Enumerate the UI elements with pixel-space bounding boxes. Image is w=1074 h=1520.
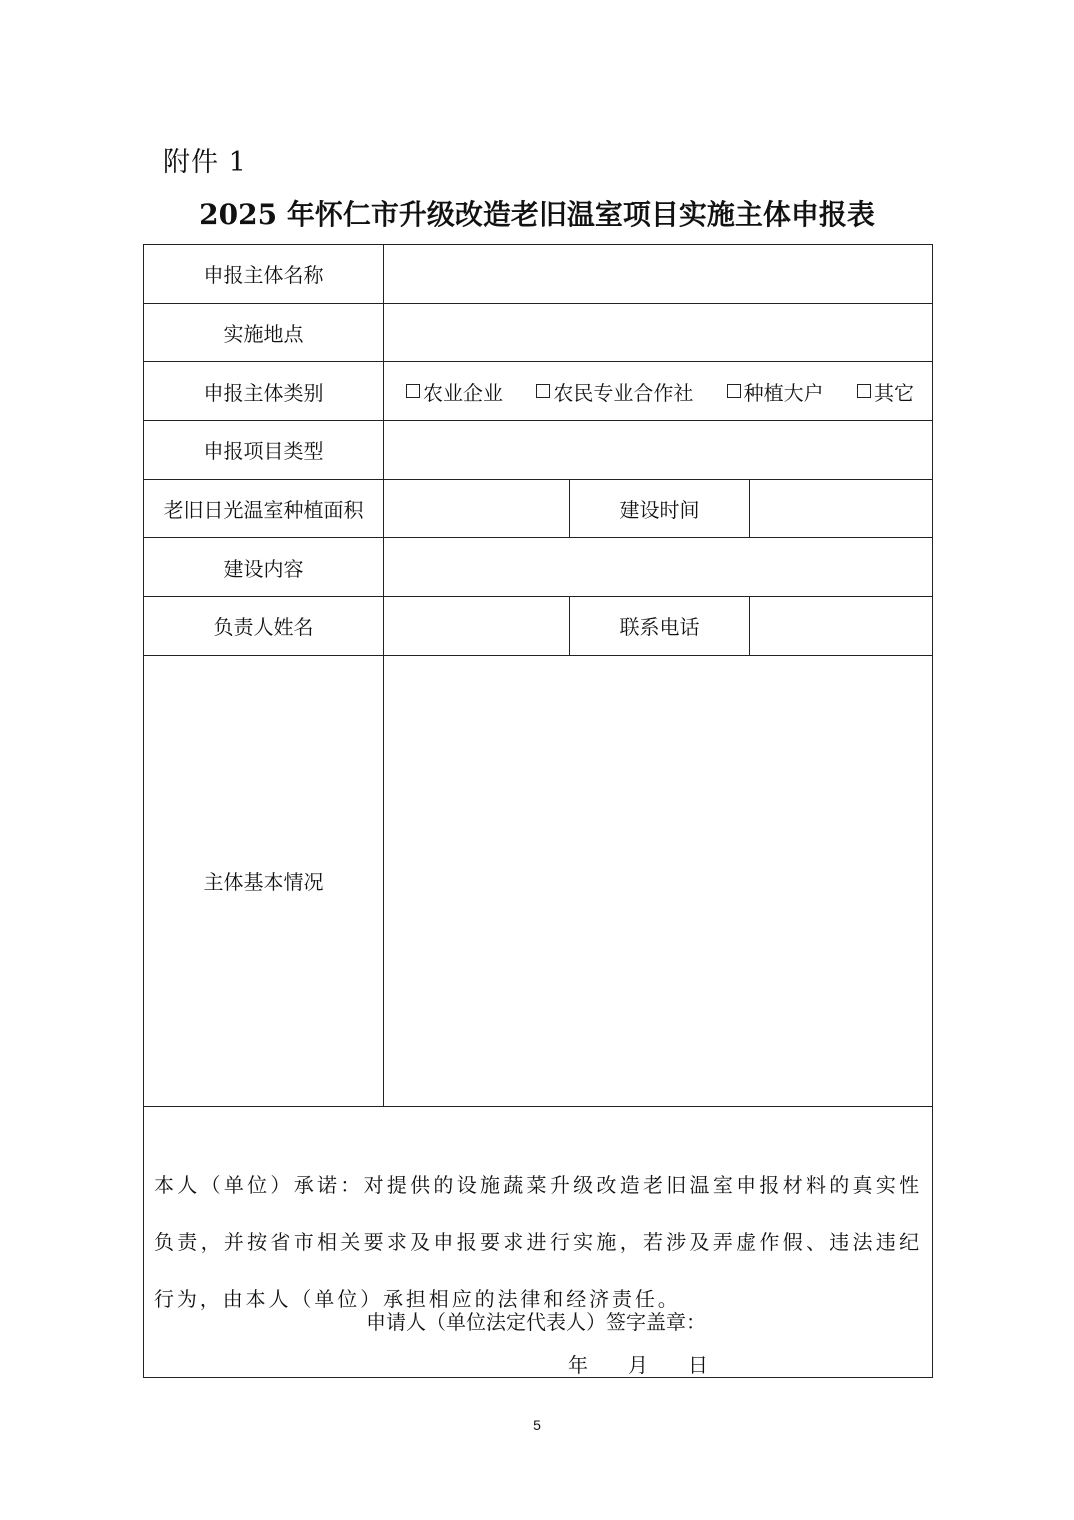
manager-name-field[interactable] <box>384 597 570 656</box>
applicant-name-label: 申报主体名称 <box>144 245 384 304</box>
basic-info-label: 主体基本情况 <box>144 655 384 1106</box>
row-pledge <box>144 1106 933 1377</box>
project-type-field[interactable] <box>384 421 933 480</box>
greenhouse-area-field[interactable] <box>384 479 570 538</box>
checkbox-icon[interactable] <box>857 384 871 398</box>
category-option-label: 其它 <box>873 380 914 405</box>
row-build-content <box>144 538 933 597</box>
page-number: 5 <box>533 1417 541 1433</box>
location-field[interactable] <box>384 303 933 362</box>
date-line: 年 月 日 <box>568 1352 708 1377</box>
applicant-name-field[interactable] <box>384 245 933 304</box>
pledge-cell <box>144 1106 933 1377</box>
category-option-label: 种植大户 <box>743 380 824 405</box>
pledge-text: 本人（单位）承诺：对提供的设施蔬菜升级改造老旧温室申报材料的真实性负责，并按省市相关要求及申报要求进行实施，若涉及弄虚作假、违法违纪行为，由本人（单位）承担相应的法律和经济责任。 <box>154 1173 923 1312</box>
application-form-table <box>143 244 933 1378</box>
location-label: 实施地点 <box>144 303 384 362</box>
project-type-label: 申报项目类型 <box>144 421 384 480</box>
checkbox-icon[interactable] <box>536 384 550 398</box>
basic-info-field[interactable] <box>384 655 933 1106</box>
greenhouse-area-label: 老旧日光温室种植面积 <box>144 479 384 538</box>
build-time-label: 建设时间 <box>570 479 750 538</box>
category-option-large-grower[interactable] <box>727 377 824 406</box>
row-location <box>144 303 933 362</box>
category-option-enterprise[interactable] <box>406 377 503 406</box>
category-label: 申报主体类别 <box>144 362 384 421</box>
signature-label: 申请人（单位法定代表人）签字盖章： <box>366 1309 706 1334</box>
build-time-field[interactable] <box>750 479 933 538</box>
document-title: 2025 年怀仁市升级改造老旧温室项目实施主体申报表 <box>199 198 875 231</box>
phone-label: 联系电话 <box>570 597 750 656</box>
manager-name-label: 负责人姓名 <box>144 597 384 656</box>
row-basic-info <box>144 655 933 1106</box>
phone-field[interactable] <box>750 597 933 656</box>
row-category <box>144 362 933 421</box>
checkbox-icon[interactable] <box>727 384 741 398</box>
build-content-label: 建设内容 <box>144 538 384 597</box>
category-option-other[interactable] <box>857 377 914 406</box>
category-options-cell <box>384 362 933 421</box>
row-applicant-name <box>144 245 933 304</box>
attachment-label: 附件 1 <box>163 147 247 178</box>
row-project-type <box>144 421 933 480</box>
category-option-cooperative[interactable] <box>536 377 693 406</box>
category-option-label: 农业企业 <box>423 380 503 405</box>
category-option-label: 农民专业合作社 <box>553 380 694 405</box>
category-options <box>384 377 932 406</box>
checkbox-icon[interactable] <box>406 384 420 398</box>
row-area-time <box>144 479 933 538</box>
build-content-field[interactable] <box>384 538 933 597</box>
row-manager <box>144 597 933 656</box>
